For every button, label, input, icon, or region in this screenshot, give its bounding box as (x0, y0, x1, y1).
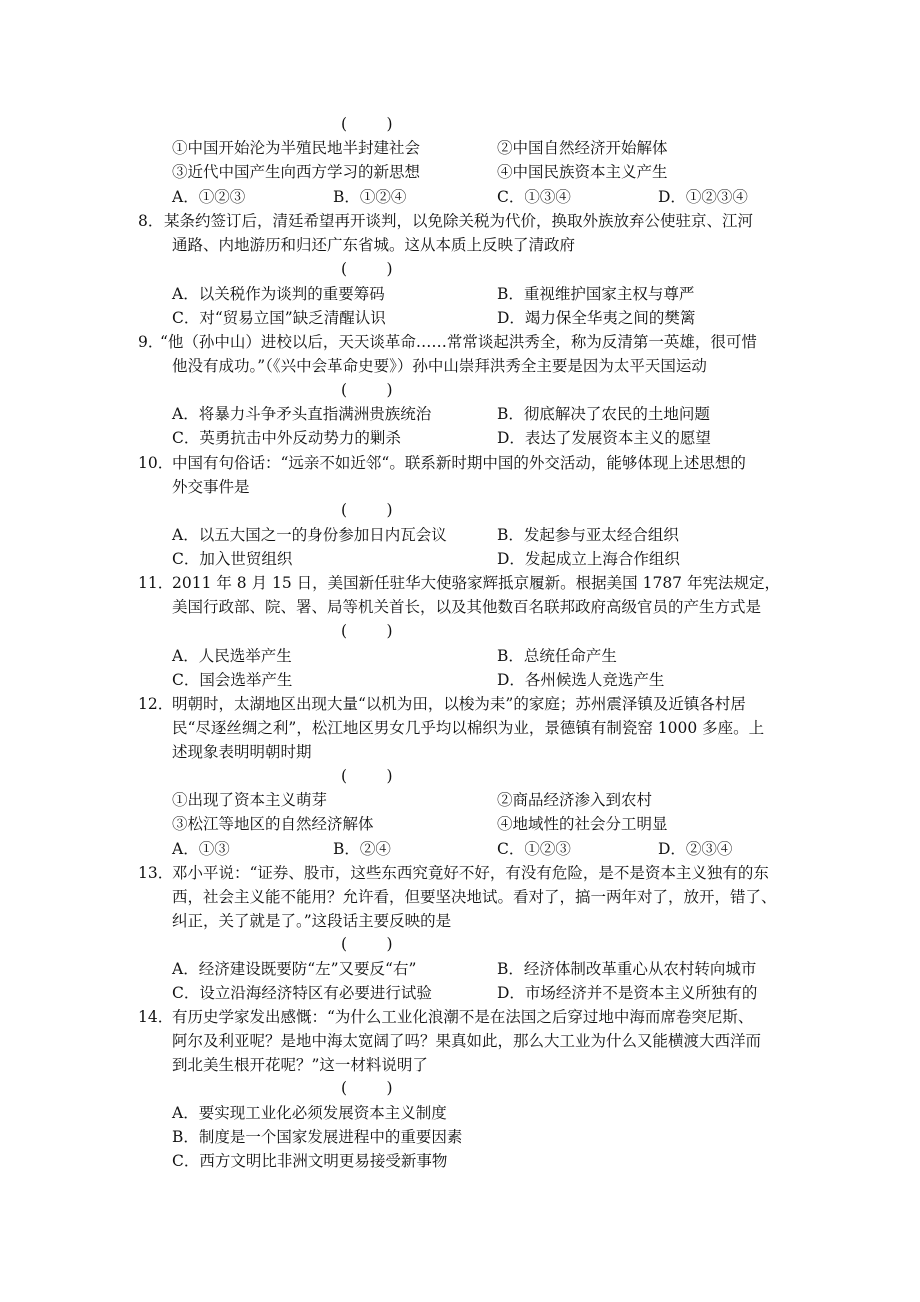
q13-number: 13． (138, 864, 174, 882)
q12-choice-b: B．②④ (333, 840, 391, 858)
q7-choice-c: C．①③④ (497, 188, 571, 206)
q10-stem-line-1: 中国有句俗话：“远亲不如近邻“。联系新时期中国的外交活动，能够体现上述思想的 (172, 454, 746, 472)
q13-option-a: A．经济建设既要防“左”又要反“右” (172, 960, 417, 978)
q7-choice-d: D．①②③④ (658, 188, 748, 206)
q7-choice-b: B．①②④ (333, 188, 407, 206)
q7-option-4: ④中国民族资本主义产生 (497, 163, 668, 181)
q12-option-4: ④地域性的社会分工明显 (497, 815, 668, 833)
q14-option-b: B．制度是一个国家发展进程中的重要因素 (172, 1128, 463, 1146)
q13-stem-line-1: 邓小平说：“证券、股市，这些东西究竟好不好，有没有危险，是不是资本主义独有的东 (172, 864, 769, 882)
q8-number: 8． (138, 212, 164, 230)
q10-option-a: A．以五大国之一的身份参加日内瓦会议 (172, 526, 447, 544)
q13-stem-line-2: 西，社会主义能不能用？允许看，但要坚决地试。看对了，搞一两年对了，放开，错了、 (172, 888, 777, 906)
q12-option-3: ③松江等地区的自然经济解体 (172, 815, 374, 833)
q12-stem-line-1: 明朝时，太湖地区出现大量“以机为田，以梭为耒”的家庭；苏州震泽镇及近镇各村居 (172, 695, 746, 713)
q7-option-2: ②中国自然经济开始解体 (497, 139, 668, 157)
q7-choice-a: A．①②③ (172, 188, 246, 206)
q12-choice-d: D．②③④ (658, 840, 733, 858)
q14-option-a: A．要实现工业化必须发展资本主义制度 (172, 1104, 447, 1122)
q8-option-d: D．竭力保全华夷之间的樊篱 (497, 309, 696, 327)
q11-stem-line-2: 美国行政部、院、署、局等机关首长，以及其他数百名联邦政府高级官员的产生方式是 (172, 598, 762, 616)
q11-option-c: C．国会选举产生 (172, 671, 293, 689)
q12-option-1: ①出现了资本主义萌芽 (172, 791, 328, 809)
q14-number: 14． (138, 1008, 174, 1026)
q14-stem-line-3: 到北美生根开花呢？”这一材料说明了 (172, 1056, 428, 1074)
q10-number: 10． (138, 454, 174, 472)
q8-option-a: A．以关税作为谈判的重要筹码 (172, 285, 385, 303)
q8-option-b: B．重视维护国家主权与尊严 (497, 285, 695, 303)
q13-option-c: C．设立沿海经济特区有必要进行试验 (172, 984, 432, 1002)
q11-option-a: A．人民选举产生 (172, 647, 292, 665)
q9-answer-paren: ( ) (341, 381, 393, 399)
q13-stem-line-3: 纠正，关了就是了。”这段话主要反映的是 (172, 912, 452, 930)
q9-number: 9． (138, 333, 164, 351)
q14-answer-paren: ( ) (341, 1079, 393, 1097)
q10-answer-paren: ( ) (341, 501, 393, 519)
q9-option-c: C．英勇抗击中外反动势力的剿杀 (172, 429, 401, 447)
q12-option-2: ②商品经济渗入到农村 (497, 791, 653, 809)
q11-option-b: B．总统任命产生 (497, 647, 617, 665)
q12-stem-line-3: 述现象表明明朝时期 (172, 743, 312, 761)
q13-option-b: B．经济体制改革重心从农村转向城市 (497, 960, 757, 978)
q8-answer-paren: ( ) (341, 260, 393, 278)
q12-stem-line-2: 民“尽逐丝绸之利”，松江地区男女几乎均以棉织为业，景德镇有制瓷窑 1000 多座。上 (172, 719, 765, 737)
q9-option-a: A．将暴力斗争矛头直指满洲贵族统治 (172, 405, 432, 423)
q9-option-d: D．表达了发展资本主义的愿望 (497, 429, 711, 447)
q14-option-c: C．西方文明比非洲文明更易接受新事物 (172, 1152, 448, 1170)
q11-option-d: D．各州候选人竞选产生 (497, 671, 665, 689)
q12-choice-a: A．①③ (172, 840, 230, 858)
q12-answer-paren: ( ) (341, 767, 393, 785)
q12-choice-c: C．①②③ (497, 840, 571, 858)
q7-option-3: ③近代中国产生向西方学习的新思想 (172, 163, 421, 181)
q10-option-d: D．发起成立上海合作组织 (497, 550, 680, 568)
q13-answer-paren: ( ) (341, 935, 393, 953)
q13-option-d: D．市场经济并不是资本主义所独有的 (497, 984, 758, 1002)
q8-stem-line-2: 通路、内地游历和归还广东省城。这从本质上反映了清政府 (172, 236, 576, 254)
q9-stem-line-1: “他（孙中山）进校以后，天天谈革命……常常谈起洪秀全，称为反清第一英雄，很可惜 (160, 333, 757, 351)
q11-number: 11． (138, 574, 174, 592)
q8-stem-line-1: 某条约签订后，清廷希望再开谈判，以免除关税为代价，换取外族放弃公使驻京、江河 (164, 212, 754, 230)
q11-answer-paren: ( ) (341, 622, 393, 640)
q11-stem-line-1: 2011 年 8 月 15 日，美国新任驻华大使骆家辉抵京履新。根据美国 1787 年宪法规定， (172, 574, 780, 592)
q7-answer-paren: ( ) (341, 115, 393, 133)
q7-option-1: ①中国开始沦为半殖民地半封建社会 (172, 139, 421, 157)
q9-option-b: B．彻底解决了农民的土地问题 (497, 405, 710, 423)
q10-stem-line-2: 外交事件是 (172, 478, 250, 496)
q9-stem-line-2: 他没有成功。”（《兴中会革命史要》）孙中山崇拜洪秀全主要是因为太平天国运动 (172, 357, 707, 375)
q8-option-c: C．对“贸易立国”缺乏清醒认识 (172, 309, 386, 327)
q10-option-b: B．发起参与亚太经合组织 (497, 526, 679, 544)
q14-stem-line-2: 阿尔及利亚呢？是地中海太宽阔了吗？果真如此，那么大工业为什么又能横渡大西洋而 (172, 1032, 762, 1050)
q14-stem-line-1: 有历史学家发出感慨：“为什么工业化浪潮不是在法国之后穿过地中海而席卷突尼斯、 (172, 1008, 754, 1026)
q12-number: 12． (138, 695, 174, 713)
q10-option-c: C．加入世贸组织 (172, 550, 293, 568)
